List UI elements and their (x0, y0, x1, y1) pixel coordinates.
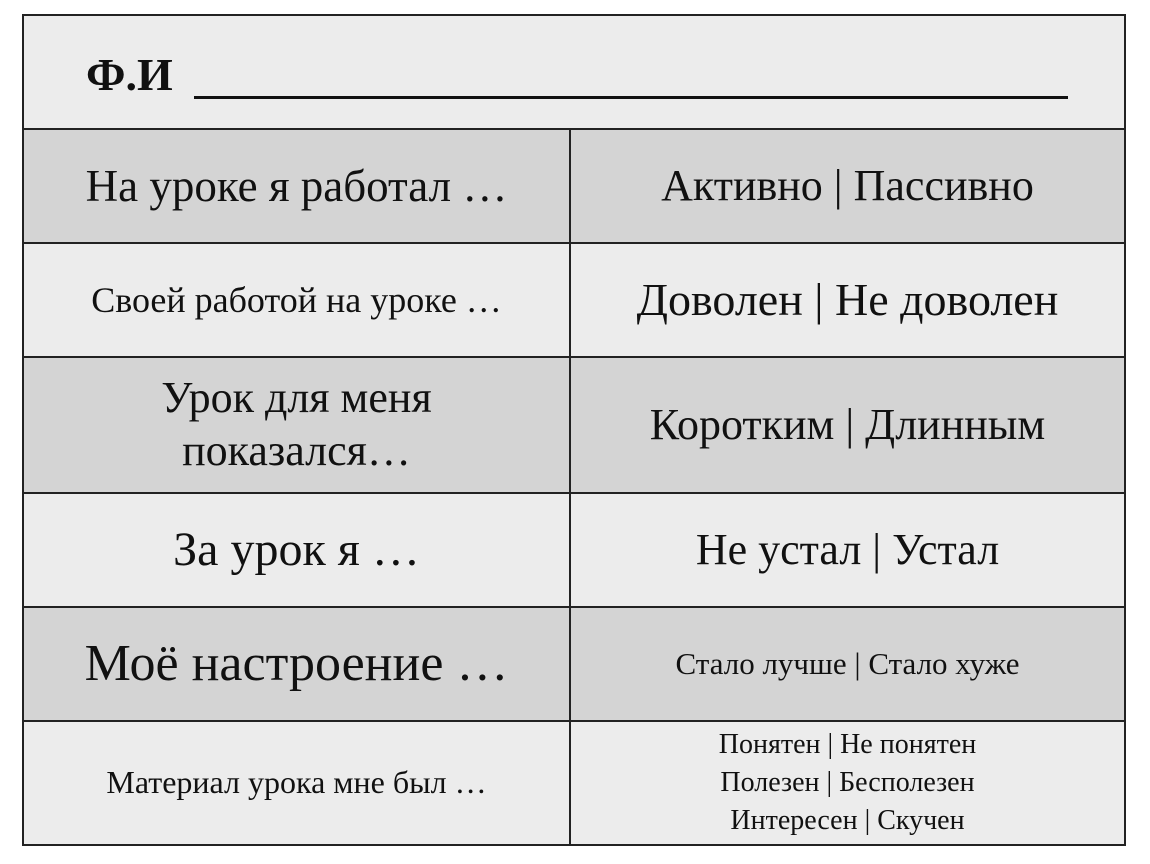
answer-cell (571, 722, 1124, 844)
answer-cell (571, 244, 1124, 356)
answer-options-line: Интересен | Скучен (730, 804, 965, 836)
answer-options: Коротким | Длинным (649, 400, 1046, 450)
table-row (24, 608, 1124, 722)
answer-options: Доволен | Не доволен (636, 274, 1059, 326)
answer-options: Не устал | Устал (695, 525, 1000, 575)
table-row (24, 358, 1124, 494)
table-row (24, 130, 1124, 244)
question-text: Своей работой на уроке … (91, 279, 502, 320)
name-label: Ф.И (86, 49, 173, 100)
question-cell (24, 722, 571, 844)
question-cell (24, 358, 571, 492)
answer-cell (571, 358, 1124, 492)
name-write-line (194, 96, 1068, 99)
answer-cell (571, 130, 1124, 242)
answer-options-line: Понятен | Не понятен (718, 729, 977, 761)
reflection-card (22, 14, 1126, 846)
question-text-line: показался… (182, 426, 411, 475)
question-cell (24, 608, 571, 720)
question-text-line: Урок для меня (161, 373, 432, 423)
question-text: Моё настроение … (84, 634, 509, 692)
question-cell (24, 494, 571, 606)
table-row (24, 494, 1124, 608)
table-row (24, 722, 1124, 844)
name-header (24, 16, 1124, 130)
answer-cell (571, 494, 1124, 606)
question-cell (24, 130, 571, 242)
question-cell (24, 244, 571, 356)
question-text: Материал урока мне был … (106, 764, 487, 801)
answer-options: Стало лучше | Стало хуже (675, 645, 1020, 681)
question-text: За урок я … (173, 523, 420, 577)
table-row (24, 244, 1124, 358)
answer-options: Активно | Пассивно (661, 161, 1034, 211)
question-text: На уроке я работал … (85, 160, 508, 211)
answer-options-line: Полезен | Бесполезен (720, 767, 975, 799)
answer-cell (571, 608, 1124, 720)
